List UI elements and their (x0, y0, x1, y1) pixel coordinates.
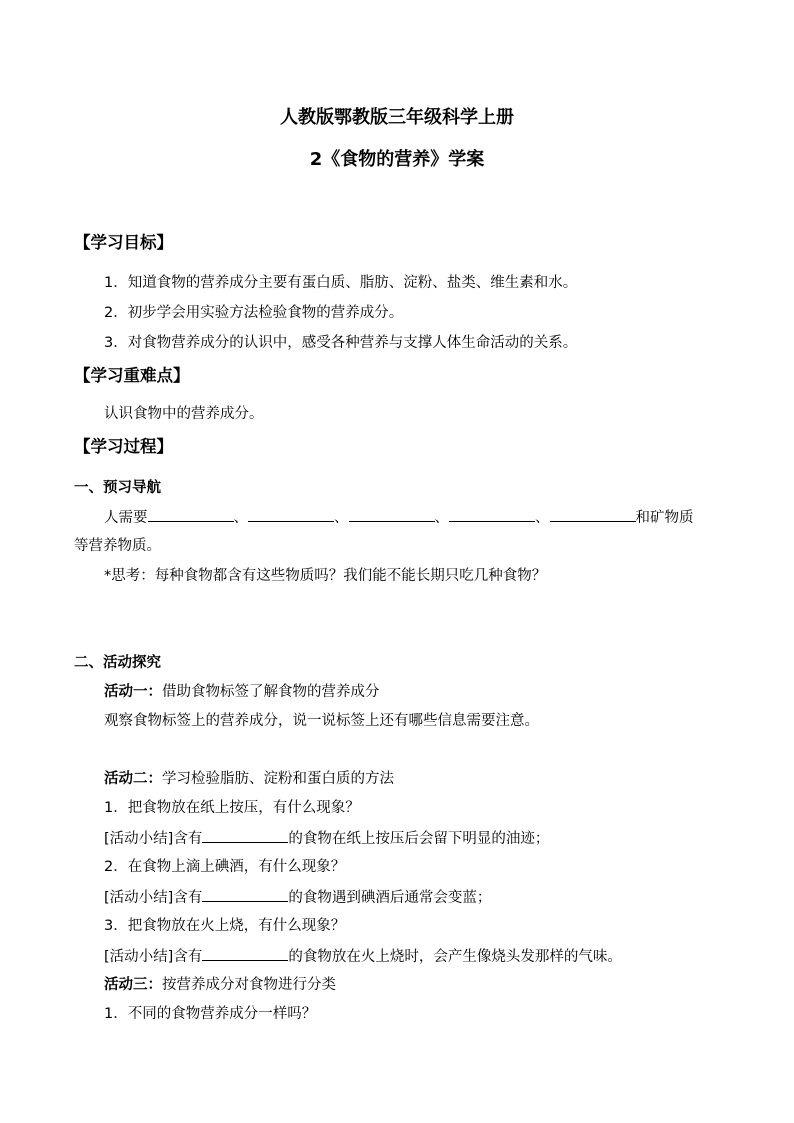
summary-prefix: [活动小结]含有 (104, 831, 203, 847)
goal-item-2: 2．初步学会用实验方法检验食物的营养成分。 (104, 305, 404, 321)
title-text: 人教版鄂教版三年级科学上册 (280, 107, 514, 128)
question-2: 2．在食物上滴上碘酒，有什么现象？ (104, 859, 346, 875)
activity-2-label: 活动二： (104, 771, 162, 787)
goals-heading: 【学习目标】 (74, 233, 173, 252)
summary-blank-2[interactable] (202, 887, 288, 902)
summary-suffix: 的食物放在火上烧时，会产生像烧头发那样的气味。 (288, 949, 622, 965)
think-question: *思考：每种食物都含有这些物质吗？我们能不能长期只吃几种食物？ (104, 568, 547, 584)
summary-blank-1[interactable] (202, 828, 288, 843)
summary-1 (104, 828, 549, 849)
question-4: 1．不同的食物营养成分一样吗？ (104, 1006, 317, 1022)
activity-1-label: 活动一： (104, 684, 162, 700)
nutrient-fill-line-2: 等营养物质。 (74, 538, 161, 554)
key-points-heading: 【学习重难点】 (74, 366, 190, 385)
activity-heading: 二、活动探究 (74, 655, 161, 671)
nutrient-blank-3[interactable] (349, 507, 435, 522)
nutrient-blank-2[interactable] (248, 507, 334, 522)
fill-line-suffix: 和矿物质 (635, 510, 694, 526)
summary-prefix: [活动小结]含有 (104, 949, 203, 965)
activity-3-name: 按营养成分对食物进行分类 (162, 977, 336, 993)
key-points-text: 认识食物中的营养成分。 (104, 406, 264, 422)
document-subtitle (0, 148, 794, 172)
summary-suffix: 的食物遇到碘酒后通常会变蓝； (288, 890, 492, 906)
fill-line-prefix: 人需要 (104, 510, 148, 526)
document-title (0, 106, 794, 130)
nutrient-blank-5[interactable] (550, 507, 636, 522)
activity-3-label: 活动三： (104, 977, 162, 993)
nutrient-blank-4[interactable] (449, 507, 535, 522)
separator: 、 (535, 510, 550, 526)
question-1: 1．把食物放在纸上按压，有什么现象？ (104, 800, 360, 816)
separator: 、 (233, 510, 248, 526)
subtitle-number: 2 (309, 149, 323, 170)
activity-1-name: 借助食物标签了解食物的营养成分 (162, 684, 380, 700)
nutrient-blank-1[interactable] (148, 507, 234, 522)
activity-3-title (104, 975, 336, 995)
summary-3 (104, 946, 622, 967)
summary-2 (104, 887, 491, 908)
goal-item-1: 1．知道食物的营养成分主要有蛋白质、脂肪、淀粉、盐类、维生素和水。 (104, 275, 578, 291)
activity-1-text: 观察食物标签上的营养成分，说一说标签上还有哪些信息需要注意。 (104, 713, 539, 729)
nutrient-fill-line (104, 507, 694, 528)
goal-item-3: 3．对食物营养成分的认识中，感受各种营养与支撑人体生命活动的关系。 (104, 335, 578, 351)
separator: 、 (434, 510, 449, 526)
separator: 、 (334, 510, 349, 526)
preview-heading: 一、预习导航 (74, 480, 161, 496)
subtitle-text: 《食物的营养》学案 (322, 149, 485, 170)
activity-1-title (104, 682, 380, 702)
activity-2-name: 学习检验脂肪、淀粉和蛋白质的方法 (162, 771, 394, 787)
summary-blank-3[interactable] (202, 946, 288, 961)
summary-prefix: [活动小结]含有 (104, 890, 203, 906)
question-3: 3．把食物放在火上烧，有什么现象？ (104, 918, 346, 934)
activity-2-title (104, 769, 394, 789)
summary-suffix: 的食物在纸上按压后会留下明显的油迹； (288, 831, 550, 847)
process-heading: 【学习过程】 (74, 437, 173, 456)
